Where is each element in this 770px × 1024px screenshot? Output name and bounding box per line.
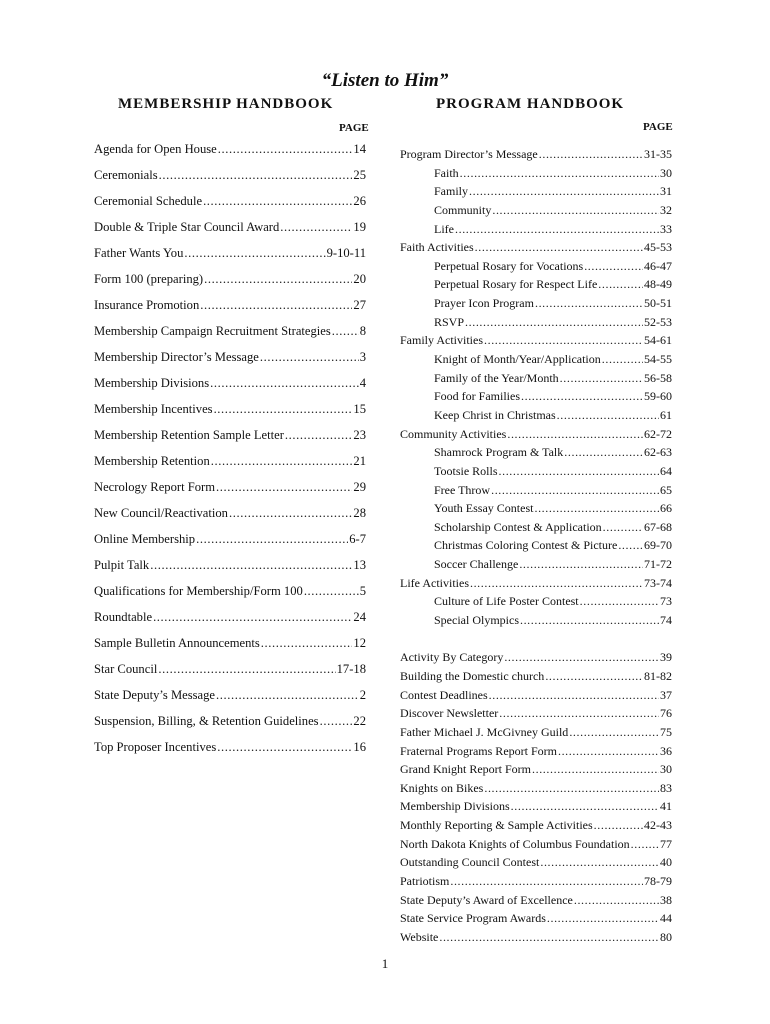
toc-entry-page: 37 [660,687,672,702]
toc-entry-label: Shamrock Program & Talk [434,445,564,460]
dot-leader [216,686,359,704]
toc-entry-page: 16 [353,740,366,754]
toc-entry-label: Knight of Month/Year/Application [434,352,601,367]
toc-entry-page: 20 [353,272,366,286]
toc-entry [94,244,366,270]
dot-leader [304,582,359,600]
toc-entry-page: 26 [353,194,366,208]
program-toc-list [400,145,672,947]
dot-leader [489,686,659,704]
dot-leader [580,592,659,610]
toc-entry [94,348,366,374]
toc-entry-label: Outstanding Council Contest [400,855,540,870]
toc-entry [400,257,672,276]
toc-entry-page: 8 [359,324,366,338]
toc-entry-label: New Council/Reactivation [94,506,228,520]
toc-entry-page: 62-63 [644,445,672,460]
document-title: “Listen to Him” [321,70,449,91]
toc-entry-page: 33 [660,221,672,236]
dot-leader [460,164,659,182]
toc-entry-page: 39 [660,650,672,665]
toc-entry-page: 75 [660,724,672,739]
toc-entry-page: 74 [660,613,672,628]
toc-entry-label: Membership Director’s Message [94,350,259,364]
toc-entry [400,835,672,854]
dot-leader [450,872,643,890]
toc-entry [400,369,672,388]
toc-entry-page: 38 [660,892,672,907]
toc-entry-label: Life Activities [400,575,469,590]
toc-entry-label: Star Council [94,662,158,676]
toc-entry-label: Membership Divisions [94,376,210,390]
toc-entry [400,294,672,313]
toc-entry [400,872,672,891]
toc-entry [94,504,366,530]
toc-entry [400,313,672,332]
toc-entry-label: Building the Domestic church [400,668,545,683]
toc-entry [400,238,672,257]
toc-entry [94,452,366,478]
toc-entry-label: Membership Retention [94,454,210,468]
toc-entry [400,797,672,816]
toc-entry [400,387,672,406]
section-spacer [400,630,672,649]
toc-entry-label: Keep Christ in Christmas [434,407,556,422]
toc-entry-label: Ceremonial Schedule [94,194,203,208]
toc-entry-page: 71-72 [644,557,672,572]
toc-entry-page: 73-74 [644,575,672,590]
toc-entry-label: Membership Campaign Recruitment Strategies [94,324,331,338]
toc-entry-page: 28 [353,506,366,520]
toc-entry-page: 41 [660,799,672,814]
toc-entry-page: 9-10-11 [326,246,366,260]
dot-leader [210,374,359,392]
dot-leader [584,257,643,275]
toc-entry-page: 21 [353,454,366,468]
toc-entry [94,426,366,452]
dot-leader [484,331,643,349]
toc-entry-label: Food for Families [434,389,520,404]
toc-entry-page: 15 [353,402,366,416]
toc-entry [94,322,366,348]
dot-leader [511,797,659,815]
toc-entry-page: 2 [359,688,366,702]
toc-entry-page: 83 [660,780,672,795]
toc-entry-label: Faith [434,165,459,180]
toc-entry [94,738,366,764]
toc-entry-page: 13 [353,558,366,572]
toc-entry-page: 27 [353,298,366,312]
toc-entry-label: Agenda for Open House [94,142,217,156]
toc-entry [94,660,366,686]
membership-handbook-heading: MEMBERSHIP HANDBOOK [118,96,334,112]
toc-entry-label: Family [434,184,469,199]
dot-leader [557,406,659,424]
toc-entry [400,462,672,481]
dot-leader [618,536,643,554]
dot-leader [332,322,359,340]
toc-entry-label: Special Olympics [434,613,519,628]
dot-leader [216,478,352,496]
toc-entry-page: 5 [359,584,366,598]
toc-entry [400,816,672,835]
toc-entry-label: Family of the Year/Month [434,370,559,385]
toc-entry-label: Pulpit Talk [94,558,150,572]
toc-entry-label: Ceremonials [94,168,158,182]
toc-entry [400,499,672,518]
toc-entry [94,556,366,582]
toc-entry [400,555,672,574]
toc-entry [400,201,672,220]
toc-entry-label: Community Activities [400,426,507,441]
toc-entry-page: 54-61 [644,333,672,348]
dot-leader [218,140,353,158]
toc-entry-label: Fraternal Programs Report Form [400,743,557,758]
toc-entry-label: Community [434,202,492,217]
dot-leader [439,928,659,946]
toc-entry-page: 30 [660,165,672,180]
dot-leader [261,634,353,652]
dot-leader [184,244,325,262]
program-handbook-heading: PROGRAM HANDBOOK [436,96,625,112]
dot-leader [465,313,643,331]
toc-entry-page: 52-53 [644,314,672,329]
toc-entry-page: 45-53 [644,240,672,255]
toc-entry-page: 61 [660,407,672,422]
dot-leader [532,760,659,778]
toc-entry-page: 80 [660,929,672,944]
toc-entry [400,443,672,462]
toc-entry-page: 64 [660,463,672,478]
toc-entry-page: 40 [660,855,672,870]
toc-entry-page: 17-18 [336,662,366,676]
toc-entry [400,220,672,239]
dot-leader [535,294,643,312]
toc-entry-page: 81-82 [644,668,672,683]
dot-leader [491,481,659,499]
toc-entry-page: 65 [660,482,672,497]
toc-entry-label: State Deputy’s Award of Excellence [400,892,573,907]
dot-leader [203,192,352,210]
toc-entry [400,742,672,761]
dot-leader [285,426,352,444]
toc-entry-label: State Service Program Awards [400,911,546,926]
toc-entry-page: 67-68 [644,519,672,534]
dot-leader [602,350,643,368]
toc-entry [400,704,672,723]
toc-entry-page: 30 [660,762,672,777]
toc-entry [400,574,672,593]
dot-leader [539,145,643,163]
dot-leader [320,712,353,730]
toc-entry-page: 78-79 [644,873,672,888]
toc-entry-label: Suspension, Billing, & Retention Guidelines [94,714,319,728]
toc-entry [94,374,366,400]
toc-entry-page: 29 [353,480,366,494]
dot-leader [217,738,352,756]
toc-entry-page: 4 [359,376,366,390]
toc-entry-label: Sample Bulletin Announcements [94,636,260,650]
dot-leader [545,667,643,685]
toc-entry-label: Discover Newsletter [400,706,499,721]
toc-entry-label: Form 100 (preparing) [94,272,204,286]
toc-entry-label: Tootsie Rolls [434,463,498,478]
dot-leader [521,387,643,405]
toc-entry-page: 31 [660,184,672,199]
toc-entry-label: Life [434,221,454,236]
toc-entry [400,331,672,350]
dot-leader [547,909,659,927]
dot-leader [158,660,335,678]
dot-leader [504,648,659,666]
dot-leader [260,348,359,366]
dot-leader [519,555,643,573]
toc-entry [400,481,672,500]
toc-entry [400,518,672,537]
toc-entry-page: 42-43 [644,818,672,833]
toc-entry [400,164,672,183]
dot-leader [598,275,643,293]
toc-entry-page: 23 [353,428,366,442]
toc-entry-label: State Deputy’s Message [94,688,216,702]
toc-entry [400,406,672,425]
dot-leader [499,462,660,480]
toc-entry [94,296,366,322]
dot-leader [603,518,643,536]
toc-entry [94,140,366,166]
toc-entry-label: Youth Essay Contest [434,501,534,516]
toc-entry-page: 32 [660,202,672,217]
dot-leader [470,574,643,592]
toc-entry [400,779,672,798]
toc-entry [94,270,366,296]
toc-entry-label: Culture of Life Poster Contest [434,594,579,609]
dot-leader [560,369,643,387]
toc-entry-page: 66 [660,501,672,516]
toc-entry-label: Knights on Bikes [400,780,484,795]
toc-entry-label: Program Director’s Message [400,147,538,161]
dot-leader [211,452,353,470]
dot-leader [574,891,659,909]
toc-entry-page: 12 [353,636,366,650]
dot-leader [540,853,659,871]
dot-leader [280,218,352,236]
dot-leader [534,499,659,517]
toc-entry [400,592,672,611]
toc-entry-label: Online Membership [94,532,196,546]
toc-entry [94,400,366,426]
page-number: 1 [381,956,389,971]
toc-entry-page: 69-70 [644,538,672,553]
dot-leader [150,556,352,574]
toc-entry-label: Necrology Report Form [94,480,216,494]
toc-entry-label: Prayer Icon Program [434,296,534,311]
toc-entry [400,145,672,164]
toc-entry-label: Perpetual Rosary for Respect Life [434,277,598,292]
toc-entry [400,425,672,444]
toc-entry-page: 19 [353,220,366,234]
toc-entry-label: Soccer Challenge [434,557,519,572]
toc-entry-page: 36 [660,743,672,758]
toc-entry [400,648,672,667]
toc-entry-label: Activity By Category [400,650,504,665]
toc-entry [400,928,672,947]
toc-entry-label: Membership Retention Sample Letter [94,428,284,442]
toc-entry [400,611,672,630]
toc-entry-label: Grand Knight Report Form [400,762,531,777]
toc-entry-label: Christmas Coloring Contest & Picture [434,538,618,553]
toc-entry-page: 25 [353,168,366,182]
toc-entry [94,166,366,192]
dot-leader [475,238,643,256]
toc-entry-label: North Dakota Knights of Columbus Foundation [400,836,630,851]
toc-entry [94,192,366,218]
toc-entry [94,686,366,712]
toc-entry-page: 31-35 [644,147,672,161]
toc-entry-label: Top Proposer Incentives [94,740,217,754]
dot-leader [558,742,659,760]
toc-entry-page: 3 [359,350,366,364]
toc-entry [94,634,366,660]
membership-page-column-label: PAGE [339,122,369,134]
toc-entry-label: Contest Deadlines [400,687,488,702]
toc-entry [400,275,672,294]
toc-entry-label: Insurance Promotion [94,298,200,312]
toc-entry-page: 59-60 [644,389,672,404]
dot-leader [499,704,659,722]
toc-entry-page: 48-49 [644,277,672,292]
toc-entry-page: 77 [660,836,672,851]
dot-leader [564,443,643,461]
dot-leader [455,220,659,238]
toc-entry-label: Father Wants You [94,246,184,260]
toc-entry-label: Qualifications for Membership/Form 100 [94,584,303,598]
dot-leader [569,723,659,741]
toc-entry [400,667,672,686]
dot-leader [492,201,659,219]
dot-leader [469,182,659,200]
toc-entry [400,723,672,742]
dot-leader [484,779,659,797]
toc-entry [400,182,672,201]
toc-entry [94,530,366,556]
dot-leader [153,608,352,626]
dot-leader [229,504,352,522]
membership-toc-list [94,140,366,764]
toc-entry-label: Membership Divisions [400,799,510,814]
toc-entry-page: 44 [660,911,672,926]
toc-entry-label: RSVP [434,314,465,329]
toc-entry-label: Father Michael J. McGivney Guild [400,724,569,739]
dot-leader [196,530,348,548]
toc-entry-label: Family Activities [400,333,483,348]
toc-entry [400,760,672,779]
toc-entry [94,582,366,608]
toc-entry-page: 50-51 [644,296,672,311]
toc-entry-page: 56-58 [644,370,672,385]
toc-entry [400,853,672,872]
toc-entry [400,891,672,910]
toc-entry [94,608,366,634]
dot-leader [214,400,353,418]
program-page-column-label: PAGE [643,121,673,133]
toc-entry [400,536,672,555]
toc-entry-page: 6-7 [349,532,366,546]
toc-entry-page: 73 [660,594,672,609]
toc-entry-label: Faith Activities [400,240,474,255]
toc-entry-label: Website [400,929,439,944]
dot-leader [631,835,659,853]
toc-entry-label: Roundtable [94,610,153,624]
toc-entry [94,478,366,504]
toc-entry-page: 54-55 [644,352,672,367]
toc-entry-label: Membership Incentives [94,402,213,416]
toc-entry-label: Monthly Reporting & Sample Activities [400,818,593,833]
toc-entry [94,712,366,738]
dot-leader [200,296,352,314]
toc-entry [400,686,672,705]
dot-leader [520,611,659,629]
toc-entry-label: Double & Triple Star Council Award [94,220,280,234]
toc-entry [400,350,672,369]
dot-leader [159,166,353,184]
toc-entry [400,909,672,928]
toc-entry-label: Free Throw [434,482,491,497]
dot-leader [507,425,643,443]
dot-leader [204,270,352,288]
toc-entry-page: 62-72 [644,426,672,441]
dot-leader [594,816,643,834]
toc-entry-label: Perpetual Rosary for Vocations [434,258,584,273]
toc-entry-label: Patriotism [400,873,450,888]
toc-entry [94,218,366,244]
toc-entry-page: 22 [353,714,366,728]
toc-entry-label: Scholarship Contest & Application [434,519,602,534]
toc-entry-page: 76 [660,706,672,721]
toc-entry-page: 24 [353,610,366,624]
toc-entry-page: 46-47 [644,258,672,273]
toc-entry-page: 14 [353,142,366,156]
